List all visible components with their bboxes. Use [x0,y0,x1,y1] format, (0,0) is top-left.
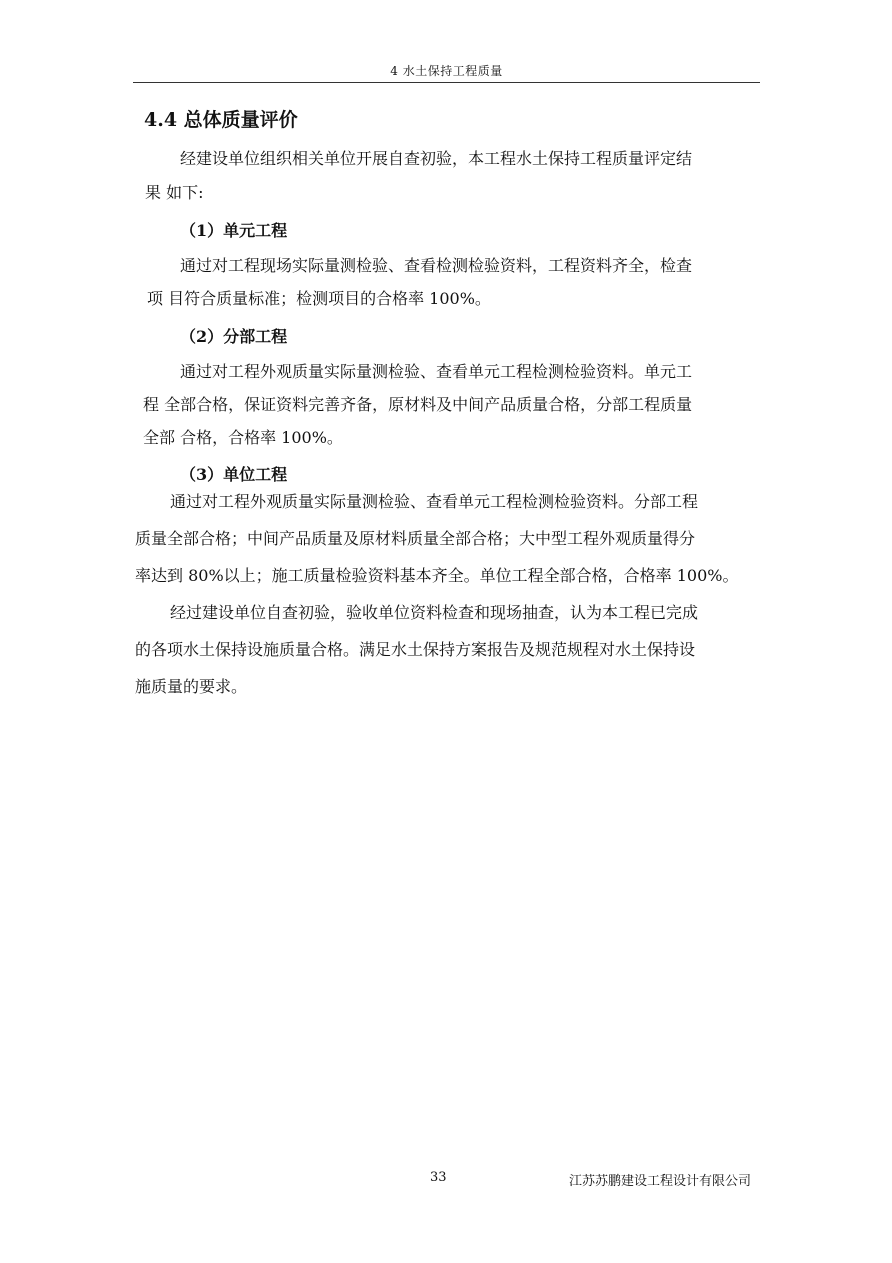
conclusion-line-1: 经过建设单位自查初验，验收单位资料检查和现场抽查，认为本工程已完成 [170,603,699,622]
unit-project-line-1: 通过对工程现场实际量测检验、查看检测检验资料，工程资料齐全，检查 [180,256,693,275]
division-project-line-3: 全部 合格，合格率 100%。 [143,428,343,447]
unit-work-line-1: 通过对工程外观质量实际量测检验、查看单元工程检测检验资料。分部工程 [170,492,699,511]
unit-project-heading: （1）单元工程 [180,221,288,240]
company-name: 江苏苏鹏建设工程设计有限公司 [569,1174,752,1189]
unit-work-line-2: 质量全部合格；中间产品质量及原材料质量全部合格；大中型工程外观质量得分 [135,529,696,548]
intro-line-1: 经建设单位组织相关单位开展自查初验，本工程水土保持工程质量评定结 [180,149,693,168]
unit-work-line-3: 率达到 80%以上；施工质量检验资料基本齐全。单位工程全部合格，合格率 100%。 [135,566,739,585]
conclusion-line-3: 施质量的要求。 [135,677,248,696]
section-title: 4.4 总体质量评价 [144,109,298,131]
division-project-line-1: 通过对工程外观质量实际量测检验、查看单元工程检测检验资料。单元工 [180,362,693,381]
conclusion-line-2: 的各项水土保持设施质量合格。满足水土保持方案报告及规范规程对水土保持设 [135,640,696,659]
unit-work-heading: （3）单位工程 [180,465,288,484]
division-project-heading: （2）分部工程 [180,327,288,346]
header-rule [133,82,760,83]
page-number: 33 [430,1170,447,1185]
intro-line-2: 果 如下: [145,183,204,202]
unit-project-line-2: 项 目符合质量标准；检测项目的合格率 100%。 [147,289,491,308]
division-project-line-2: 程 全部合格，保证资料完善齐备，原材料及中间产品质量合格，分部工程质量 [143,395,693,414]
running-header: 4 水土保持工程质量 [390,64,503,78]
